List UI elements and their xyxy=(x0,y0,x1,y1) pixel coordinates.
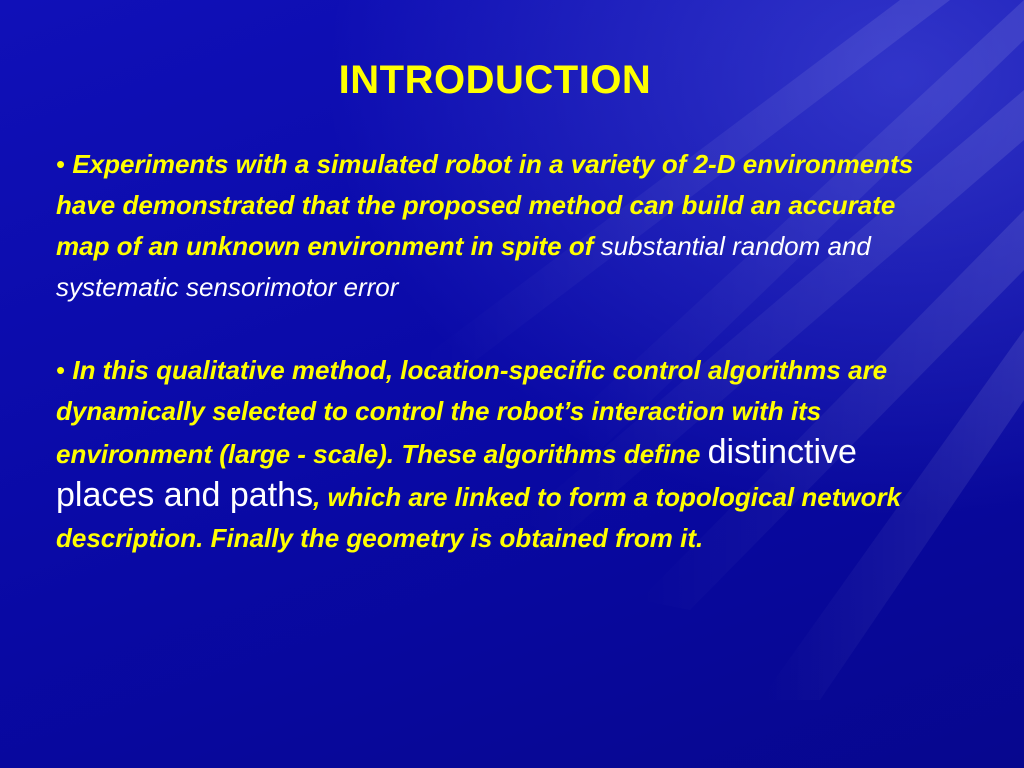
bullet-paragraph-2 xyxy=(56,350,956,559)
paragraph-2-highlight-text: distinctive places and paths xyxy=(56,433,857,514)
paragraph-1-yellow-text: Experiments with a simulated robot in a variety of 2-D environments have demonstrated that the proposed method can build an accurate map of an unknown environment in spite of xyxy=(56,149,914,261)
slide-title: INTRODUCTION xyxy=(338,58,652,102)
paragraph-2-yellow-text-a: In this qualitative method, location-specific control algorithms are dynamically selected to control the robot’s interaction with its environment (large - scale). These algorithms define xyxy=(56,355,888,469)
slide-body xyxy=(56,144,956,559)
bullet-icon: • xyxy=(56,355,66,385)
paragraph-1-white-text: substantial random and systematic sensorimotor error xyxy=(56,231,871,302)
paragraph-2-yellow-text-b: , which are linked to form a topological network description. Finally the geometry is obtained from it. xyxy=(56,482,902,553)
bullet-paragraph-1 xyxy=(56,144,956,308)
bullet-icon: • xyxy=(56,149,66,179)
